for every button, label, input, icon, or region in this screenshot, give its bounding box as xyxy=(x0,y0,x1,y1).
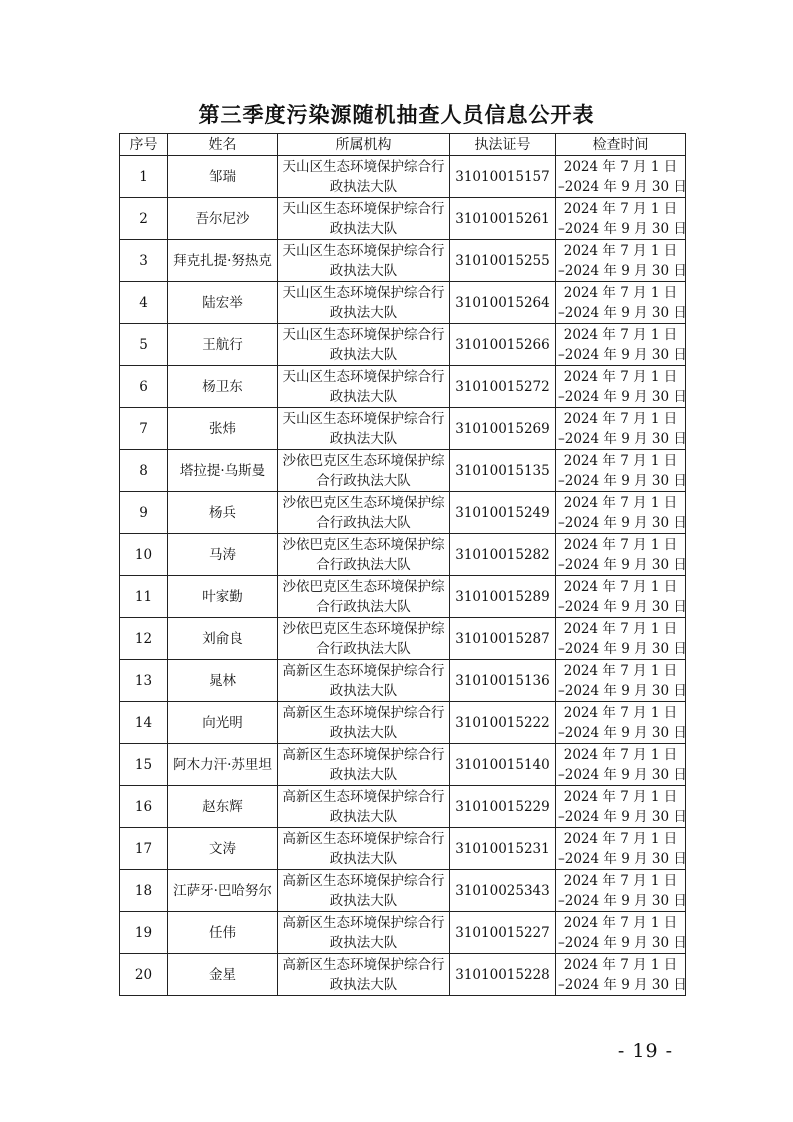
cell-certificate-number: 31010015136 xyxy=(450,660,556,702)
cell-inspection-period xyxy=(556,240,686,282)
inspection-start-date: 2024 年 7 月 1 日 xyxy=(563,914,678,931)
cell-serial-number: 19 xyxy=(120,912,168,954)
inspection-end-date: –2024 年 9 月 30 日 xyxy=(558,808,687,825)
cell-inspection-period xyxy=(556,492,686,534)
cell-certificate-number: 31010015282 xyxy=(450,534,556,576)
inspection-start-date: 2024 年 7 月 1 日 xyxy=(563,956,678,973)
cell-name: 叶家勤 xyxy=(168,576,278,618)
cell-inspection-period xyxy=(556,366,686,408)
cell-name: 阿木力汗·苏里坦 xyxy=(168,744,278,786)
inspection-end-date: –2024 年 9 月 30 日 xyxy=(558,346,687,363)
inspection-end-date: –2024 年 9 月 30 日 xyxy=(558,724,687,741)
cell-certificate-number: 31010015287 xyxy=(450,618,556,660)
table-row xyxy=(120,702,686,744)
cell-organization: 天山区生态环境保护综合行政执法大队 xyxy=(278,324,450,366)
cell-organization: 沙依巴克区生态环境保护综合行政执法大队 xyxy=(278,618,450,660)
inspection-start-date: 2024 年 7 月 1 日 xyxy=(563,158,678,175)
table-header-row xyxy=(120,134,686,156)
cell-certificate-number: 31010015266 xyxy=(450,324,556,366)
inspection-end-date: –2024 年 9 月 30 日 xyxy=(558,682,687,699)
cell-organization: 天山区生态环境保护综合行政执法大队 xyxy=(278,156,450,198)
inspection-start-date: 2024 年 7 月 1 日 xyxy=(563,746,678,763)
cell-name: 张炜 xyxy=(168,408,278,450)
cell-serial-number: 5 xyxy=(120,324,168,366)
inspection-start-date: 2024 年 7 月 1 日 xyxy=(563,242,678,259)
cell-name: 文涛 xyxy=(168,828,278,870)
header-organization: 所属机构 xyxy=(278,134,450,156)
inspection-start-date: 2024 年 7 月 1 日 xyxy=(563,368,678,385)
table-row xyxy=(120,240,686,282)
header-inspection-period: 检查时间 xyxy=(556,134,686,156)
inspection-start-date: 2024 年 7 月 1 日 xyxy=(563,536,678,553)
header-serial-number: 序号 xyxy=(120,134,168,156)
cell-name: 陆宏举 xyxy=(168,282,278,324)
cell-inspection-period xyxy=(556,786,686,828)
cell-serial-number: 16 xyxy=(120,786,168,828)
cell-organization: 沙依巴克区生态环境保护综合行政执法大队 xyxy=(278,534,450,576)
inspection-end-date: –2024 年 9 月 30 日 xyxy=(558,598,687,615)
cell-inspection-period xyxy=(556,576,686,618)
cell-inspection-period xyxy=(556,324,686,366)
cell-organization: 高新区生态环境保护综合行政执法大队 xyxy=(278,744,450,786)
header-name: 姓名 xyxy=(168,134,278,156)
inspection-start-date: 2024 年 7 月 1 日 xyxy=(563,872,678,889)
cell-serial-number: 15 xyxy=(120,744,168,786)
cell-inspection-period xyxy=(556,744,686,786)
inspection-end-date: –2024 年 9 月 30 日 xyxy=(558,850,687,867)
table-row xyxy=(120,786,686,828)
table-row xyxy=(120,450,686,492)
cell-organization: 高新区生态环境保护综合行政执法大队 xyxy=(278,912,450,954)
cell-name: 晁林 xyxy=(168,660,278,702)
inspection-end-date: –2024 年 9 月 30 日 xyxy=(558,976,687,993)
table-row xyxy=(120,576,686,618)
table-row xyxy=(120,534,686,576)
cell-inspection-period xyxy=(556,912,686,954)
inspector-table xyxy=(119,133,686,996)
cell-serial-number: 10 xyxy=(120,534,168,576)
table-row xyxy=(120,618,686,660)
cell-organization: 天山区生态环境保护综合行政执法大队 xyxy=(278,240,450,282)
cell-organization: 高新区生态环境保护综合行政执法大队 xyxy=(278,702,450,744)
table-row xyxy=(120,408,686,450)
cell-organization: 高新区生态环境保护综合行政执法大队 xyxy=(278,870,450,912)
table-row xyxy=(120,660,686,702)
cell-serial-number: 2 xyxy=(120,198,168,240)
cell-certificate-number: 31010015249 xyxy=(450,492,556,534)
inspection-start-date: 2024 年 7 月 1 日 xyxy=(563,200,678,217)
cell-serial-number: 6 xyxy=(120,366,168,408)
cell-serial-number: 20 xyxy=(120,954,168,996)
inspection-end-date: –2024 年 9 月 30 日 xyxy=(558,220,687,237)
cell-certificate-number: 31010025343 xyxy=(450,870,556,912)
inspection-start-date: 2024 年 7 月 1 日 xyxy=(563,578,678,595)
cell-serial-number: 7 xyxy=(120,408,168,450)
inspection-end-date: –2024 年 9 月 30 日 xyxy=(558,892,687,909)
cell-serial-number: 17 xyxy=(120,828,168,870)
cell-inspection-period xyxy=(556,618,686,660)
cell-name: 刘俞良 xyxy=(168,618,278,660)
cell-inspection-period xyxy=(556,702,686,744)
table-row xyxy=(120,828,686,870)
table-row xyxy=(120,282,686,324)
inspection-end-date: –2024 年 9 月 30 日 xyxy=(558,766,687,783)
cell-certificate-number: 31010015272 xyxy=(450,366,556,408)
document-title: 第三季度污染源随机抽查人员信息公开表 xyxy=(198,103,595,127)
table-row xyxy=(120,492,686,534)
cell-organization: 沙依巴克区生态环境保护综合行政执法大队 xyxy=(278,576,450,618)
cell-serial-number: 14 xyxy=(120,702,168,744)
cell-organization: 天山区生态环境保护综合行政执法大队 xyxy=(278,408,450,450)
cell-serial-number: 13 xyxy=(120,660,168,702)
cell-name: 王航行 xyxy=(168,324,278,366)
cell-serial-number: 8 xyxy=(120,450,168,492)
inspection-start-date: 2024 年 7 月 1 日 xyxy=(563,662,678,679)
cell-certificate-number: 31010015157 xyxy=(450,156,556,198)
header-certificate-number: 执法证号 xyxy=(450,134,556,156)
inspection-start-date: 2024 年 7 月 1 日 xyxy=(563,788,678,805)
table-row xyxy=(120,870,686,912)
cell-certificate-number: 31010015264 xyxy=(450,282,556,324)
cell-certificate-number: 31010015227 xyxy=(450,912,556,954)
cell-serial-number: 1 xyxy=(120,156,168,198)
cell-name: 江萨牙·巴哈努尔 xyxy=(168,870,278,912)
inspection-start-date: 2024 年 7 月 1 日 xyxy=(563,830,678,847)
cell-serial-number: 4 xyxy=(120,282,168,324)
cell-certificate-number: 31010015289 xyxy=(450,576,556,618)
cell-name: 杨卫东 xyxy=(168,366,278,408)
table-row xyxy=(120,366,686,408)
cell-organization: 高新区生态环境保护综合行政执法大队 xyxy=(278,954,450,996)
cell-certificate-number: 31010015269 xyxy=(450,408,556,450)
cell-inspection-period xyxy=(556,870,686,912)
inspection-end-date: –2024 年 9 月 30 日 xyxy=(558,514,687,531)
table-row xyxy=(120,954,686,996)
cell-certificate-number: 31010015135 xyxy=(450,450,556,492)
cell-organization: 高新区生态环境保护综合行政执法大队 xyxy=(278,828,450,870)
cell-name: 塔拉提·乌斯曼 xyxy=(168,450,278,492)
inspection-start-date: 2024 年 7 月 1 日 xyxy=(563,326,678,343)
cell-certificate-number: 31010015228 xyxy=(450,954,556,996)
cell-inspection-period xyxy=(556,828,686,870)
cell-name: 杨兵 xyxy=(168,492,278,534)
inspection-end-date: –2024 年 9 月 30 日 xyxy=(558,640,687,657)
cell-inspection-period xyxy=(556,408,686,450)
cell-name: 赵东辉 xyxy=(168,786,278,828)
cell-inspection-period xyxy=(556,450,686,492)
inspection-end-date: –2024 年 9 月 30 日 xyxy=(558,430,687,447)
cell-name: 马涛 xyxy=(168,534,278,576)
cell-organization: 天山区生态环境保护综合行政执法大队 xyxy=(278,282,450,324)
cell-inspection-period xyxy=(556,954,686,996)
cell-certificate-number: 31010015222 xyxy=(450,702,556,744)
cell-name: 吾尔尼沙 xyxy=(168,198,278,240)
table-row xyxy=(120,912,686,954)
inspection-start-date: 2024 年 7 月 1 日 xyxy=(563,452,678,469)
cell-inspection-period xyxy=(556,660,686,702)
cell-organization: 沙依巴克区生态环境保护综合行政执法大队 xyxy=(278,450,450,492)
cell-certificate-number: 31010015140 xyxy=(450,744,556,786)
cell-name: 邹瑞 xyxy=(168,156,278,198)
cell-organization: 高新区生态环境保护综合行政执法大队 xyxy=(278,660,450,702)
table-row xyxy=(120,156,686,198)
table-body xyxy=(120,156,686,996)
table-row xyxy=(120,324,686,366)
inspection-end-date: –2024 年 9 月 30 日 xyxy=(558,388,687,405)
cell-name: 拜克扎提·努热克 xyxy=(168,240,278,282)
cell-name: 金星 xyxy=(168,954,278,996)
table-row xyxy=(120,744,686,786)
cell-inspection-period xyxy=(556,282,686,324)
cell-certificate-number: 31010015255 xyxy=(450,240,556,282)
cell-inspection-period xyxy=(556,156,686,198)
inspection-end-date: –2024 年 9 月 30 日 xyxy=(558,472,687,489)
cell-serial-number: 12 xyxy=(120,618,168,660)
cell-certificate-number: 31010015229 xyxy=(450,786,556,828)
cell-serial-number: 9 xyxy=(120,492,168,534)
cell-organization: 天山区生态环境保护综合行政执法大队 xyxy=(278,366,450,408)
cell-organization: 天山区生态环境保护综合行政执法大队 xyxy=(278,198,450,240)
cell-certificate-number: 31010015261 xyxy=(450,198,556,240)
cell-name: 任伟 xyxy=(168,912,278,954)
inspection-end-date: –2024 年 9 月 30 日 xyxy=(558,934,687,951)
page-number: - 19 - xyxy=(617,1040,673,1062)
cell-serial-number: 11 xyxy=(120,576,168,618)
inspection-end-date: –2024 年 9 月 30 日 xyxy=(558,304,687,321)
inspection-start-date: 2024 年 7 月 1 日 xyxy=(563,620,678,637)
inspection-start-date: 2024 年 7 月 1 日 xyxy=(563,284,678,301)
cell-certificate-number: 31010015231 xyxy=(450,828,556,870)
cell-name: 向光明 xyxy=(168,702,278,744)
cell-organization: 高新区生态环境保护综合行政执法大队 xyxy=(278,786,450,828)
cell-organization: 沙依巴克区生态环境保护综合行政执法大队 xyxy=(278,492,450,534)
inspection-end-date: –2024 年 9 月 30 日 xyxy=(558,178,687,195)
inspection-end-date: –2024 年 9 月 30 日 xyxy=(558,556,687,573)
inspection-start-date: 2024 年 7 月 1 日 xyxy=(563,410,678,427)
inspection-start-date: 2024 年 7 月 1 日 xyxy=(563,494,678,511)
cell-inspection-period xyxy=(556,534,686,576)
cell-serial-number: 18 xyxy=(120,870,168,912)
cell-inspection-period xyxy=(556,198,686,240)
cell-serial-number: 3 xyxy=(120,240,168,282)
inspection-start-date: 2024 年 7 月 1 日 xyxy=(563,704,678,721)
table-row xyxy=(120,198,686,240)
inspection-end-date: –2024 年 9 月 30 日 xyxy=(558,262,687,279)
